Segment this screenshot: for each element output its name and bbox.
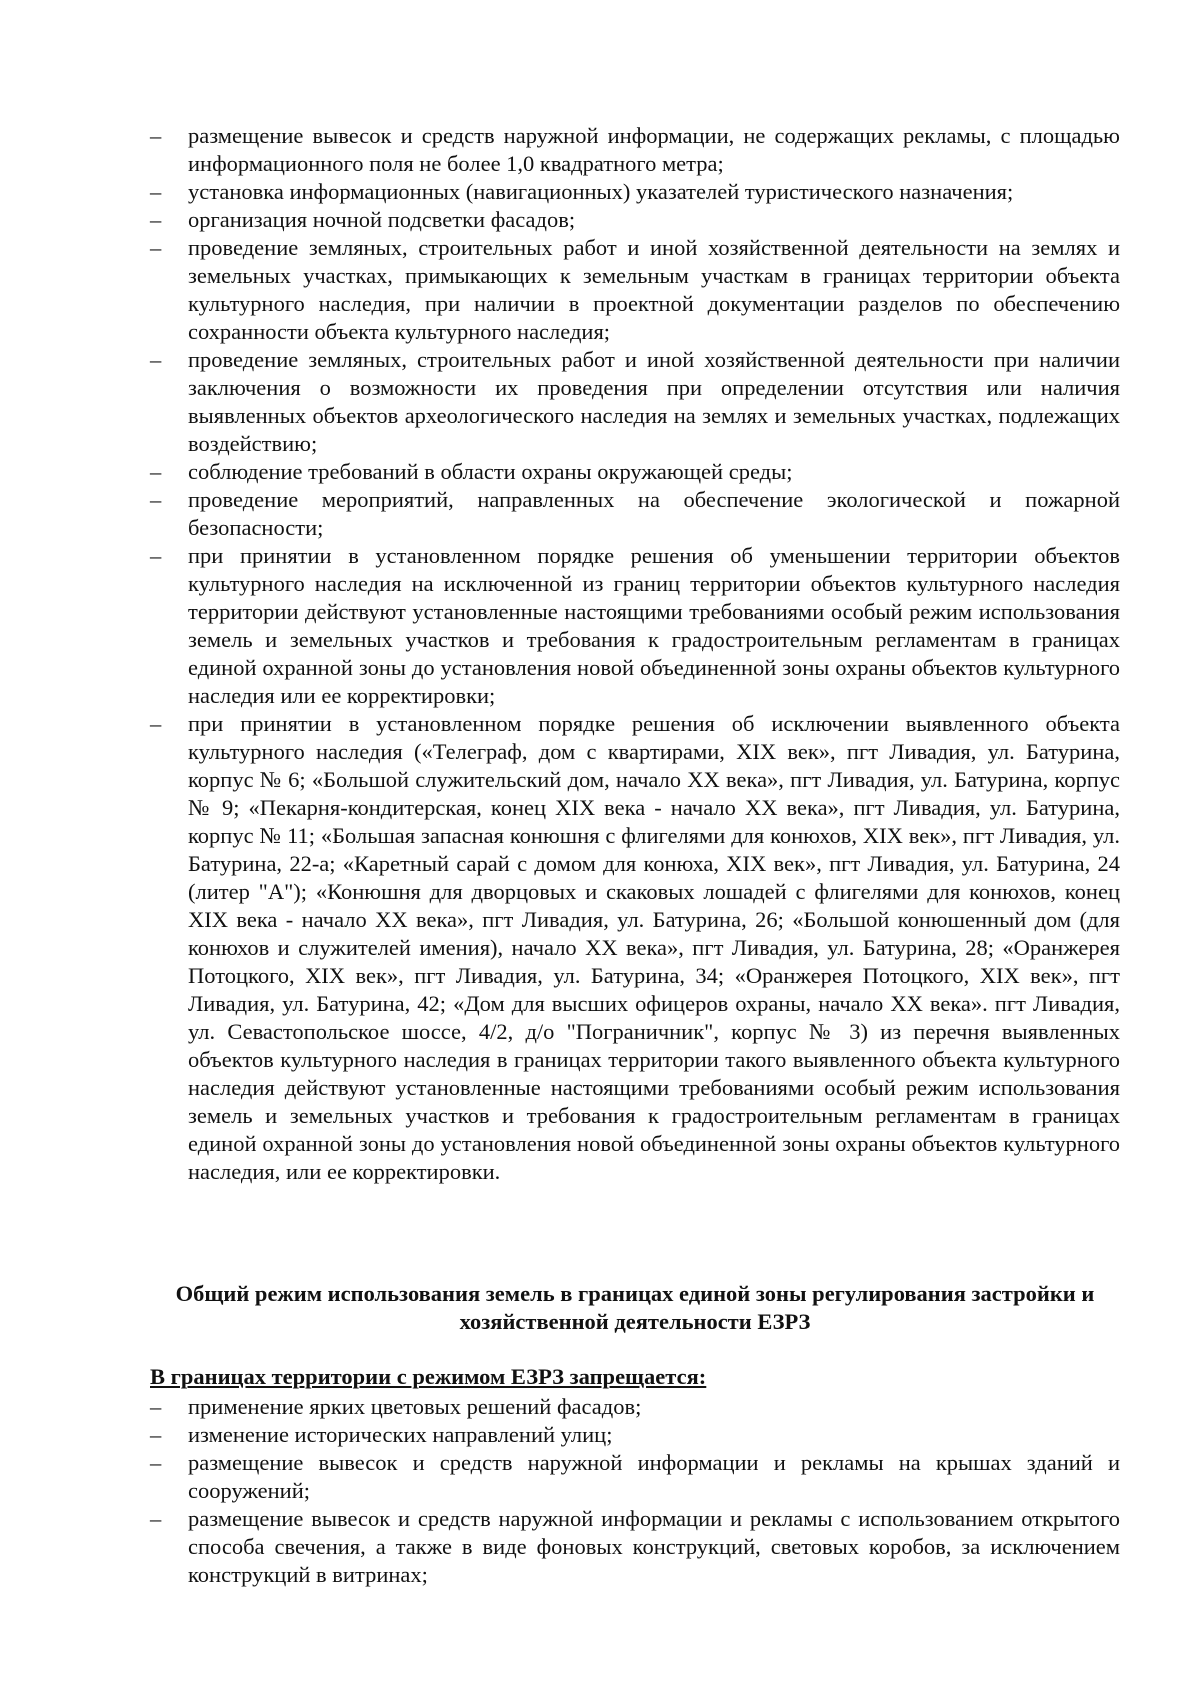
dash-bullet-icon: – xyxy=(150,543,162,568)
list-item xyxy=(150,458,1120,486)
list-item xyxy=(150,346,1120,458)
dash-bullet-icon: – xyxy=(150,1394,162,1419)
list-item xyxy=(150,1421,1120,1449)
list-item xyxy=(150,234,1120,346)
dash-bullet-icon: – xyxy=(150,179,162,204)
list-item-text: проведение земляных, строительных работ и иной хозяйственной деятельности при наличии заключения о возможности их проведения при определении отсутствия или наличия выявленных объектов археологического наследия на землях и земельных участках, подлежащих воздействию; xyxy=(188,347,1120,456)
list-item-text: изменение исторических направлений улиц; xyxy=(188,1422,613,1447)
list-item xyxy=(150,206,1120,234)
list-item-text: установка информационных (навигационных) указателей туристического назначения; xyxy=(188,179,1014,204)
list-item xyxy=(150,122,1120,178)
list-item-text: соблюдение требований в области охраны окружающей среды; xyxy=(188,459,793,484)
list-item xyxy=(150,486,1120,542)
list-item-text: при принятии в установленном порядке решения об исключении выявленного объекта культурного наследия («Телеграф, дом с квартирами, XIX век», пгт Ливадия, ул. Батурина, корпус № 6; «Большой служительский дом, начало XX века», пгт Ливадия, ул. Батурина, корпус № 9; «Пекарня-кондитерская, конец XIX века - начало XX века», пгт Ливадия, ул. Батурина, корпус № 11; «Большая запасная конюшня с флигелями для конюхов, XIX век», пгт Ливадия, ул. Батурина, 22-а; «Каретный сарай с домом для конюха, XIX век», пгт Ливадия, ул. Батурина, 24 (литер "А"); «Конюшня для дворцовых и скаковых лошадей с флигелями для конюхов, конец XIX века - начало XX века», пгт Ливадия, ул. Батурина, 26; «Большой конюшенный дом (для конюхов и служителей имения), начало XX века», пгт Ливадия, ул. Батурина, 28; «Оранжерея Потоцкого, XIX век», пгт Ливадия, ул. Батурина, 34; «Оранжерея Потоцкого, XIX век», пгт Ливадия, ул. Батурина, 42; «Дом для высших офицеров охраны, начало XX века». пгт Ливадия, ул. Севастопольское шоссе, 4/2, д/о "Пограничник", корпус № 3) из перечня выявленных объектов культурного наследия в границах территории такого выявленного объекта культурного наследия действуют установленные настоящими требованиями особый режим использования земель и земельных участков и требования к градостроительным регламентам в границах единой охранной зоны до установления новой объединенной зоны охраны объектов культурного наследия, или ее корректировки. xyxy=(188,711,1120,1184)
permitted-activities-list xyxy=(150,122,1120,1186)
list-item xyxy=(150,178,1120,206)
dash-bullet-icon: – xyxy=(150,459,162,484)
dash-bullet-icon: – xyxy=(150,711,162,736)
list-item-text: при принятии в установленном порядке решения об уменьшении территории объектов культурного наследия на исключенной из границ территории объектов культурного наследия территории действуют установленные настоящими требованиями особый режим использования земель и земельных участков и требования к градостроительным регламентам в границах единой охранной зоны до установления новой объединенной зоны охраны объектов культурного наследия или ее корректировки; xyxy=(188,543,1120,708)
dash-bullet-icon: – xyxy=(150,123,162,148)
dash-bullet-icon: – xyxy=(150,487,162,512)
list-item xyxy=(150,1393,1120,1421)
list-item-text: проведение мероприятий, направленных на обеспечение экологической и пожарной безопасности; xyxy=(188,487,1120,540)
list-item-text: проведение земляных, строительных работ и иной хозяйственной деятельности на землях и земельных участках, примыкающих к земельным участкам в границах территории объекта культурного наследия, при наличии в проектной документации разделов по обеспечению сохранности объекта культурного наследия; xyxy=(188,235,1120,344)
section-heading: Общий режим использования земель в границах единой зоны регулирования застройки и хозяйственной деятельности ЕЗРЗ xyxy=(175,1281,1095,1334)
list-item xyxy=(150,1505,1120,1589)
dash-bullet-icon: – xyxy=(150,1450,162,1475)
list-item xyxy=(150,710,1120,1186)
dash-bullet-icon: – xyxy=(150,347,162,372)
dash-bullet-icon: – xyxy=(150,1506,162,1531)
section-subheading: В границах территории с режимом ЕЗРЗ запрещается: xyxy=(150,1364,707,1389)
list-item-text: размещение вывесок и средств наружной информации и рекламы с использованием открытого способа свечения, а также в виде фоновых конструкций, световых коробов, за исключением конструкций в витринах; xyxy=(188,1506,1120,1587)
dash-bullet-icon: – xyxy=(150,235,162,260)
list-item-text: размещение вывесок и средств наружной информации, не содержащих рекламы, с площадью информационного поля не более 1,0 квадратного метра; xyxy=(188,123,1120,176)
list-item xyxy=(150,542,1120,710)
prohibited-activities-list xyxy=(150,1393,1120,1589)
dash-bullet-icon: – xyxy=(150,1422,162,1447)
list-item xyxy=(150,1449,1120,1505)
list-item-text: размещение вывесок и средств наружной информации и рекламы на крышах зданий и сооружений; xyxy=(188,1450,1120,1503)
list-item-text: применение ярких цветовых решений фасадов; xyxy=(188,1394,642,1419)
list-item-text: организация ночной подсветки фасадов; xyxy=(188,207,576,232)
dash-bullet-icon: – xyxy=(150,207,162,232)
